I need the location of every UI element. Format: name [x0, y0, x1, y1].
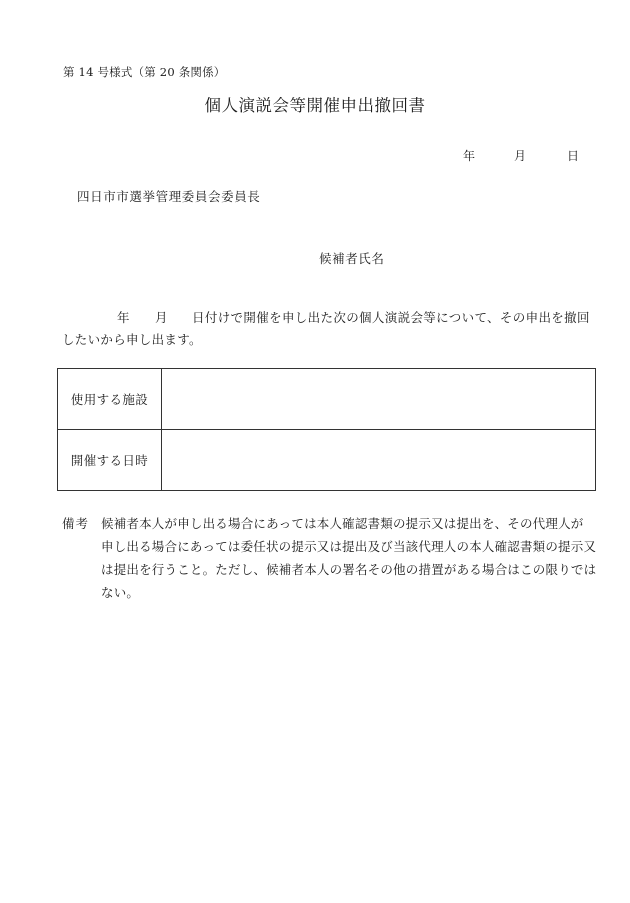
document-title: 個人演説会等開催申出撤回書: [204, 96, 426, 115]
body-line-1-text: 日付けで開催を申し出た次の個人演説会等について、その申出を撤回: [192, 310, 590, 325]
table-row: [58, 430, 596, 491]
body-line-2: したいから申し出ます。: [62, 332, 202, 347]
facility-field[interactable]: [162, 369, 596, 430]
date-day-label: 日: [567, 149, 580, 163]
remarks-line: は提出を行うこと。ただし、候補者本人の署名その他の措置がある場合はこの限りでは: [101, 562, 597, 577]
candidate-name-label: 候補者氏名: [319, 251, 385, 266]
body-line-1: [62, 307, 590, 329]
body-month-label: 月: [155, 310, 168, 325]
addressee: 四日市市選挙管理委員会委員長: [77, 189, 261, 204]
date-month-label: 月: [514, 149, 527, 163]
event-info-table: [57, 368, 596, 491]
table-row: [58, 369, 596, 430]
datetime-label: 開催する日時: [58, 430, 162, 491]
body-paragraph: [62, 307, 590, 351]
remarks-line: 申し出る場合にあっては委任状の提示又は提出及び当該代理人の本人確認書類の提示又: [101, 539, 597, 554]
date-year-label: 年: [463, 149, 476, 163]
datetime-field[interactable]: [162, 430, 596, 491]
remarks-line: ない。: [101, 585, 140, 600]
remarks-label: 備考: [62, 516, 90, 531]
body-year-label: 年: [117, 310, 130, 325]
facility-label: 使用する施設: [58, 369, 162, 430]
form-number: 第 14 号様式（第 20 条関係）: [63, 65, 226, 79]
remarks-line: 候補者本人が申し出る場合にあっては本人確認書類の提示又は提出を、その代理人が: [101, 516, 584, 531]
remarks-body: [101, 512, 625, 604]
